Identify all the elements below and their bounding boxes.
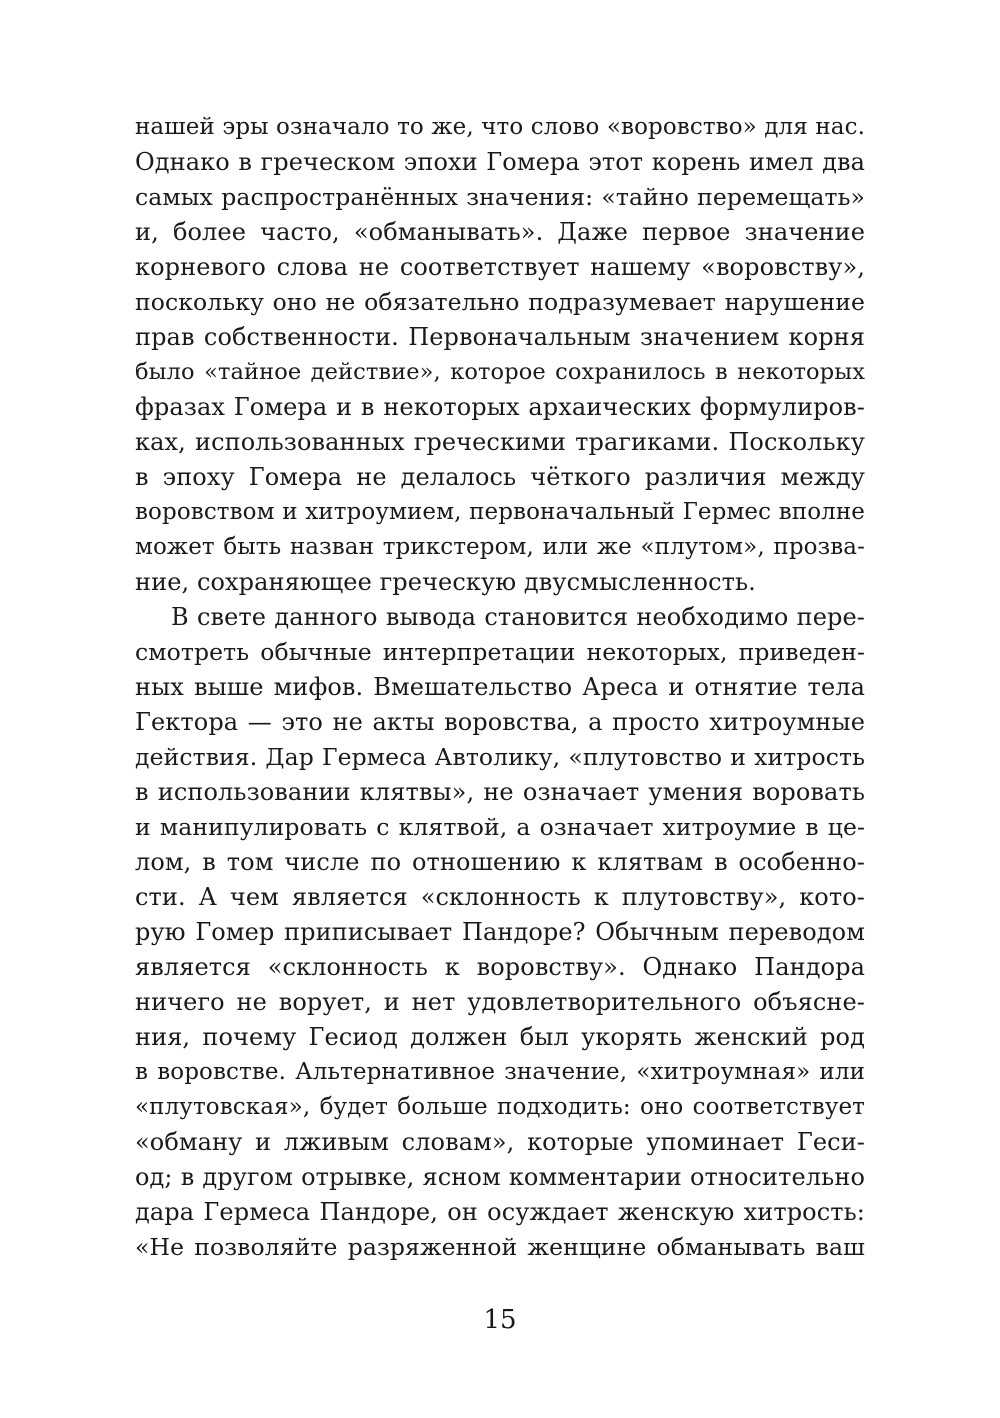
- text-line: нашей эры означало то же, что слово «воровство» для нас.: [135, 114, 865, 140]
- text-line: было «тайное действие», которое сохранилось в некоторых: [135, 359, 865, 385]
- text-line: и, более часто, «обманывать». Даже первое значение: [135, 218, 865, 246]
- text-line: «Не позволяйте разряженной женщине обманывать ваш: [135, 1233, 865, 1261]
- paragraph-start-line: В свете данного вывода становится необходимо пере-: [171, 603, 865, 631]
- text-line: ния, почему Гесиод должен был укорять женский род: [135, 1023, 865, 1051]
- text-line: рую Гомер приписывает Пандоре? Обычным переводом: [135, 918, 865, 946]
- text-line: ках, использованных греческими трагиками. Поскольку: [135, 428, 865, 456]
- text-line: действия. Дар Гермеса Автолику, «плутовство и хитрость: [135, 743, 865, 771]
- text-line: ничего не ворует, и нет удовлетворительного объясне-: [135, 988, 865, 1016]
- text-line: дара Гермеса Пандоре, он осуждает женскую хитрость:: [135, 1198, 865, 1226]
- text-line: смотреть обычные интерпретации некоторых, приведен-: [135, 638, 865, 666]
- text-line: «плутовская», будет больше подходить: оно соответствует: [135, 1094, 865, 1120]
- text-line: ных выше мифов. Вмешательство Ареса и отнятие тела: [135, 673, 865, 701]
- body-text: [135, 110, 865, 1265]
- text-line: и манипулировать с клятвой, а означает хитроумие в це-: [135, 813, 865, 841]
- text-line: в использовании клятвы», не означает умения воровать: [135, 778, 865, 806]
- text-line: в эпоху Гомера не делалось чёткого различия между: [135, 463, 865, 491]
- text-line: может быть назван трикстером, или же «плутом», прозва-: [135, 534, 865, 560]
- text-line: самых распространённых значения: «тайно перемещать»: [135, 183, 865, 211]
- text-line: поскольку оно не обязательно подразумевает нарушение: [135, 288, 865, 316]
- page-number: 15: [483, 1305, 517, 1335]
- text-line: фразах Гомера и в некоторых архаических формулиров-: [135, 393, 865, 421]
- text-line: лом, в том числе по отношению к клятвам в особенно-: [135, 848, 865, 876]
- text-line: прав собственности. Первоначальным значением корня: [135, 323, 865, 351]
- text-line: воровством и хитроумием, первоначальный Гермес вполне: [135, 499, 865, 525]
- text-line: ние, сохраняющее греческую двусмысленность.: [135, 568, 756, 596]
- text-line: «обману и лживым словам», которые упоминает Геси-: [135, 1128, 865, 1156]
- text-line: является «склонность к воровству». Однако Пандора: [135, 953, 865, 981]
- text-line: корневого слова не соответствует нашему «воровству»,: [135, 253, 865, 281]
- text-line: Гектора — это не акты воровства, а просто хитроумные: [135, 708, 865, 736]
- text-line: в воровстве. Альтернативное значение, «хитроумная» или: [135, 1059, 865, 1085]
- text-line: Однако в греческом эпохи Гомера этот корень имел два: [135, 148, 865, 176]
- text-line: сти. А чем является «склонность к плутовству», кото-: [135, 883, 865, 911]
- text-line: од; в другом отрывке, ясном комментарии относительно: [135, 1163, 865, 1191]
